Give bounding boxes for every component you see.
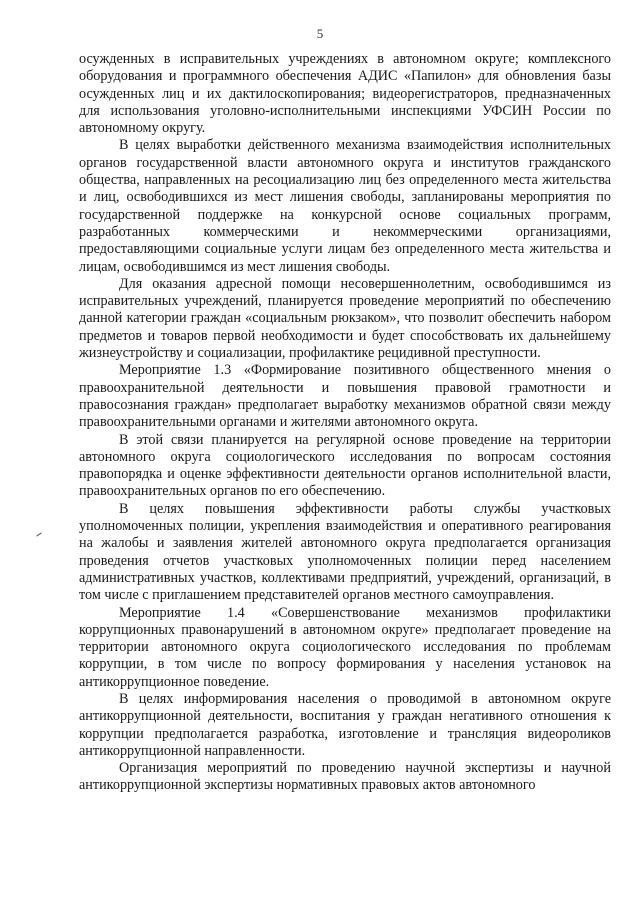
paragraph: В этой связи планируется на регулярной основе проведение на территории автономного округа социологического исследования по вопросам состояния правопорядка и оценке эффективности деятельности органов исполнительной власти, правоохранительных органов по его обеспечению. (79, 431, 611, 500)
paragraph-continuation: осужденных в исправительных учреждениях в автономном округе; комплексного оборудования и программного обеспечения АДИС «Папилон» для обновления базы осужденных лиц и их дактилоскопирования; видеорегистраторов, предназначенных для использования уголовно-исполнительными инспекциями УФСИН России по автономному округу. (79, 51, 611, 137)
paragraph: Мероприятие 1.3 «Формирование позитивного общественного мнения о правоохранительной деятельности и повышения правовой грамотности и правосознания граждан» предполагает выработку механизмов обратной связи между правоохранительными органами и жителями автономного округа. (79, 362, 611, 431)
page-number: 5 (316, 26, 324, 41)
paragraph: Для оказания адресной помощи несовершеннолетним, освободившимся из исправительных учреждений, планируется проведение мероприятий по обеспечению данной категории граждан «социальным рюкзаком», что позволит обеспечить набором предметов и товаров первой необходимости и будет способствовать их дальнейшему жизнеустройству и социализации, профилактике рецидивной преступности. (79, 275, 611, 362)
document-body (79, 51, 611, 795)
margin-mark (36, 532, 41, 536)
paragraph: Организация мероприятий по проведению научной экспертизы и научной антикоррупционной экспертизы нормативных правовых актов автономного (79, 760, 611, 794)
paragraph: Мероприятие 1.4 «Совершенствование механизмов профилактики коррупционных правонарушений в автономном округе» предполагает проведение на территории автономного округа социологического исследования по проблемам коррупции, в том числе по вопросу формирования у населения установок на антикоррупционное поведение. (79, 604, 611, 690)
paragraph: В целях выработки действенного механизма взаимодействия исполнительных органов государственной власти автономного округа и институтов гражданского общества, направленных на ресоциализацию лиц без определенного места жительства и лиц, освободившихся из мест лишения свободы, запланированы мероприятия по государственной поддержке на конкурсной основе социальных программ, разработанных коммерческими и некоммерческими организациями, предоставляющими социальные услуги лицам без определенного места жительства и лицам, освободившимся из мест лишения свободы. (79, 137, 611, 275)
paragraph: В целях повышения эффективности работы службы участковых уполномоченных полиции, укрепления взаимодействия и оперативного реагирования на жалобы и заявления жителей автономного округа предполагается организация проведения отчетов участковых уполномоченных полиции перед населением административных участков, коллективами предприятий, учреждений, организаций, в том числе с приглашением представителей органов местного самоуправления. (79, 500, 611, 604)
paragraph: В целях информирования населения о проводимой в автономном округе антикоррупционной деятельности, воспитания у граждан негативного отношения к коррупции предполагается разработка, изготовление и трансляция видеороликов антикоррупционной направленности. (79, 690, 611, 759)
